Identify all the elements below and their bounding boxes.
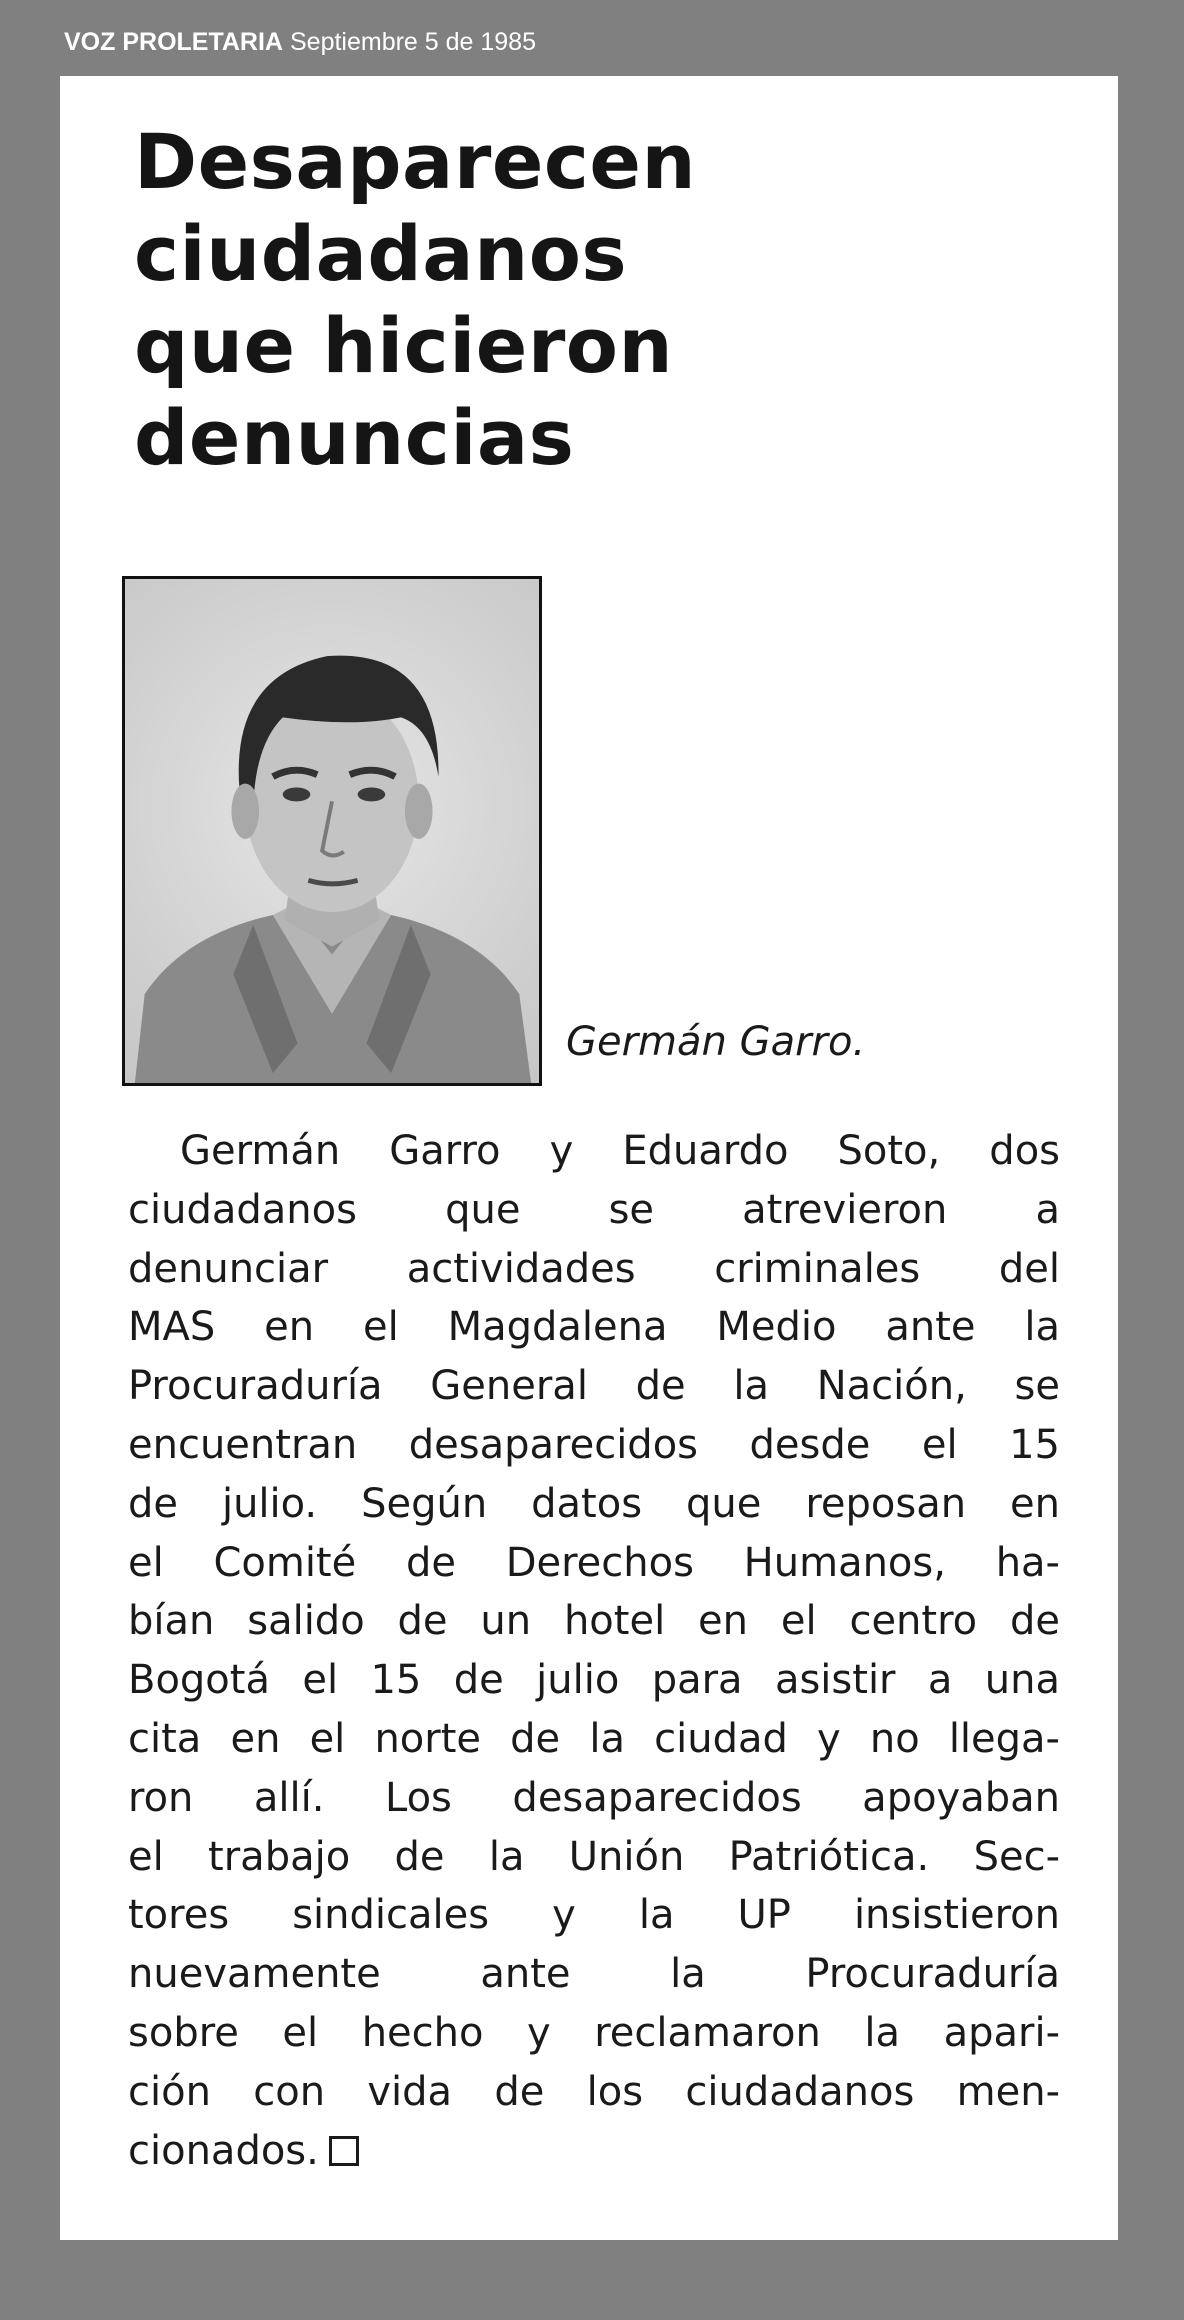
headline-line: denuncias: [134, 393, 575, 482]
portrait-illustration: [125, 579, 539, 1083]
body-line: ron allí. Los desaparecidos apoyaban: [128, 1774, 1060, 1821]
body-line: cita en el norte de la ciudad y no llega-: [128, 1715, 1060, 1762]
publication-name: VOZ PROLETARIA: [64, 28, 283, 56]
page-header: [64, 24, 536, 60]
end-mark-icon: [329, 2136, 359, 2166]
body-line-final: [128, 2122, 1060, 2181]
body-line: tores sindicales y la UP insistieron: [128, 1892, 1060, 1939]
article-headline: [134, 116, 696, 484]
body-line: sobre el hecho y reclamaron la apari-: [128, 2009, 1060, 2056]
portrait-photo: [122, 576, 542, 1086]
body-line: el Comité de Derechos Humanos, ha-: [128, 1539, 1060, 1586]
body-line-final-text: cionados.: [128, 2127, 319, 2174]
body-line: Germán Garro y Eduardo Soto, dos: [180, 1128, 1060, 1174]
photo-caption: Germán Garro.: [566, 1019, 866, 1065]
headline-line: Desaparecen: [134, 117, 697, 206]
body-line: bían salido de un hotel en el centro de: [128, 1598, 1060, 1645]
body-line: encuentran desaparecidos desde el 15: [128, 1421, 1060, 1468]
article-body: [128, 1122, 1060, 2180]
newspaper-clipping: [60, 76, 1118, 2240]
publication-date: Septiembre 5 de 1985: [289, 28, 536, 56]
body-line: de julio. Según datos que reposan en: [128, 1480, 1060, 1527]
body-line: ciudadanos que se atrevieron a: [128, 1186, 1060, 1233]
body-line: MAS en el Magdalena Medio ante la: [128, 1304, 1060, 1351]
body-line: el trabajo de la Unión Patriótica. Sec-: [128, 1833, 1060, 1880]
body-line: nuevamente ante la Procuraduría: [128, 1951, 1060, 1998]
body-line: ción con vida de los ciudadanos men-: [128, 2068, 1060, 2115]
body-line: Procuraduría General de la Nación, se: [128, 1363, 1060, 1410]
headline-line: ciudadanos: [134, 209, 628, 298]
body-line: denunciar actividades criminales del: [128, 1245, 1060, 1292]
body-line: Bogotá el 15 de julio para asistir a una: [128, 1657, 1060, 1704]
headline-line: que hicieron: [134, 301, 674, 390]
